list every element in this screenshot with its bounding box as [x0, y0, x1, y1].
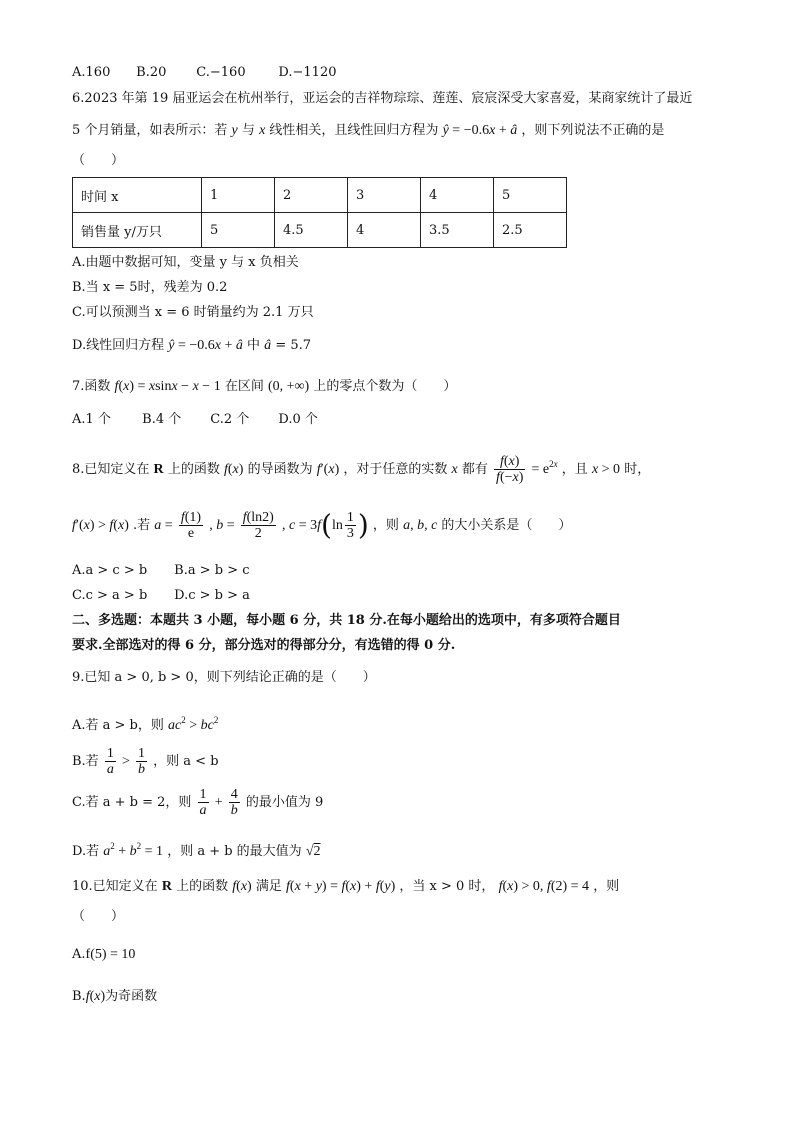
table-cell: 5	[494, 178, 567, 213]
q8-options-row2	[72, 587, 250, 605]
q6-stem-text: 线性相关，且线性回归方程为	[269, 123, 439, 138]
q5-option-a: A.160	[72, 65, 111, 80]
fraction: $\frac{f(1)}{e}$	[180, 510, 202, 541]
table-cell: 1	[202, 178, 275, 213]
q9-option-b-text: B.若	[72, 754, 99, 769]
table-cell: 4.5	[275, 213, 348, 248]
q6-option-a: A.由题中数据可知，变量 y 与 x 负相关	[72, 255, 299, 270]
q5-options	[72, 64, 337, 82]
q8-stem-text: .若	[133, 518, 151, 533]
sales-table	[72, 177, 567, 248]
q9-option-c-text: C.若 a + b = 2，则	[72, 795, 192, 810]
q6-option-d-value: = 5.7	[275, 338, 312, 353]
q6-stem-text: ，则下列说法不正确的是	[521, 123, 665, 138]
table-cell: 4	[421, 178, 494, 213]
q7-option-c: C.2 个	[210, 412, 250, 427]
q6-stem-text: 与	[241, 123, 255, 138]
q7-stem-text: 上的零点个数为（ ）	[313, 379, 457, 394]
q10-option-a-label: A.	[72, 947, 86, 962]
q8-option-c: C.c > a > b	[72, 588, 148, 603]
q9-option-c: C.若 a + b = 2，则 $\frac{1}{a}$ + $\frac{4}{b}$ 的最小值为 9	[72, 787, 324, 818]
q10-stem-text: 10.已知定义在	[72, 879, 158, 894]
q9-option-d-text: D.若	[72, 844, 100, 859]
q8-options-row1	[72, 562, 250, 580]
q10-stem-text: ，当 x > 0 时，	[399, 879, 495, 894]
q5-option-d: D.−1120	[278, 65, 337, 80]
q8-stem-text: 的大小关系是（ ）	[441, 518, 572, 533]
q9-option-c-text: 的最小值为 9	[245, 795, 324, 810]
q8-stem-text: 8.已知定义在	[72, 462, 150, 477]
real-set-symbol: R	[161, 879, 172, 894]
q8-stem-text: 都有	[461, 462, 488, 477]
fraction: $\frac{f(x)}{f(-x)}$	[496, 454, 524, 485]
table-cell: 2	[275, 178, 348, 213]
q9-option-b: B.若 $\frac{1}{a}$ > $\frac{1}{b}$ ，则 a < b	[72, 746, 219, 777]
fraction: $\frac{4}{b}$	[230, 787, 238, 818]
table-row	[73, 213, 567, 248]
q9-option-d: D.若 $a^2 + b^2 = 1$ ，则 a + b 的最大值为 √2	[72, 841, 321, 859]
table-cell: 5	[202, 213, 275, 248]
q6-option-b: B.当 x = 5时，残差为 0.2	[72, 280, 228, 295]
q10-option-b-label: B.	[72, 989, 86, 1004]
q9-option-a: A.若 a > b，则 $ac^2 > bc^2$	[72, 715, 219, 733]
q5-option-b: B.20	[136, 65, 167, 80]
q8-stem-text: 时，	[624, 462, 651, 477]
q7-option-a: A.1 个	[72, 412, 111, 427]
q6-option-d-text: D.线性回归方程	[72, 338, 165, 353]
fraction: $\frac{1}{a}$	[106, 746, 114, 777]
fraction: $\frac{f(\ln 2)}{2}$	[242, 510, 274, 541]
q10-stem-text: 满足	[255, 879, 282, 894]
q9-option-b-text: ，则 a < b	[153, 754, 219, 769]
section-heading-line1: 二、多选题：本题共 3 小题，每小题 6 分，共 18 分.在每小题给出的选项中，有多项符合题目	[72, 613, 621, 628]
q8-stem-text: 上的函数	[167, 462, 220, 477]
q7-options	[72, 411, 318, 429]
q8-stem-line2: f′(x) > f(x) .若 a = $\frac{f(1)}{e}$ , b = $\frac{f(\ln 2)}{2}$ , c = 3f(ln $\frac{1}{3}$ ) ，则 a, b, c 的大小关系是（ ）	[72, 508, 572, 542]
table-cell: 4	[348, 213, 421, 248]
q5-option-c: C.−160	[196, 65, 246, 80]
table-cell: 销售量 y/万只	[73, 213, 202, 248]
q8-stem-text: ，且	[561, 462, 588, 477]
q9-option-d-text: ，则 a + b 的最大值为	[167, 844, 302, 859]
q6-stem-text: 5 个月销量，如表所示：若	[72, 123, 228, 138]
q8-stem-text: 的导函数为	[247, 462, 313, 477]
regression-equation: ŷ = −0.6x + â	[442, 123, 518, 138]
q8-stem-text: ，对于任意的实数	[343, 462, 448, 477]
q10-stem: 10.已知定义在 R 上的函数 f(x) 满足 f(x + y) = f(x) + f(y) ，当 x > 0 时， f(x) > 0, f(2) = 4 ，则	[72, 879, 620, 894]
table-cell: 时间 x	[73, 178, 202, 213]
q8-option-a: A.a > c > b	[72, 563, 148, 578]
q6-option-c: C.可以预测当 x = 6 时销量约为 2.1 万只	[72, 305, 314, 320]
q6-option-d: D.线性回归方程 ŷ = −0.6x + â 中 â = 5.7	[72, 338, 312, 353]
q10-option-b: B.f(x)为奇函数	[72, 989, 158, 1004]
q10-option-a	[72, 946, 135, 964]
q10-option-a-equation: f(5) = 10	[85, 947, 136, 962]
q7-stem: 7.函数 f(x) = xsinx − x − 1 在区间 (0, +∞) 上的零点个数为（ ）	[72, 379, 457, 394]
q8-option-b: B.a > b > c	[174, 563, 250, 578]
q7-stem-text: 7.函数	[72, 379, 111, 394]
q10-stem-text: ，则	[593, 879, 620, 894]
q9-stem: 9.已知 a > 0, b > 0，则下列结论正确的是（ ）	[72, 670, 376, 685]
q9-option-a-text: A.若 a > b，则	[72, 718, 164, 733]
fraction: $\frac{1}{a}$	[199, 787, 207, 818]
q10-answer-paren: （ ）	[72, 909, 125, 924]
table-row	[73, 178, 567, 213]
q6-stem-line2: 5 个月销量，如表所示：若 y 与 x 线性相关，且线性回归方程为 ŷ = −0.6x + â ，则下列说法不正确的是	[72, 123, 665, 138]
table-cell: 3.5	[421, 213, 494, 248]
q7-option-b: B.4 个	[142, 412, 182, 427]
q10-option-b-text: 为奇函数	[105, 989, 158, 1004]
q8-stem-text: ，则	[372, 518, 399, 533]
q10-stem-text: 上的函数	[176, 879, 229, 894]
q8-stem-line1: 8.已知定义在 R 上的函数 f(x) 的导函数为 f′(x) ，对于任意的实数 x 都有 $\frac{f(x)}{f(-x)}$ = $e^{2x}$ ，且 x > 0 时，	[72, 454, 651, 485]
table-cell: 2.5	[494, 213, 567, 248]
section-heading-line2: 要求.全部选对的得 6 分，部分选对的得部分分，有选错的得 0 分.	[72, 638, 456, 653]
q7-option-d: D.0 个	[278, 412, 318, 427]
q6-stem-line1: 6.2023 年第 19 届亚运会在杭州举行，亚运会的吉祥物琮琮、莲莲、宸宸深受大家喜爱，某商家统计了最近	[72, 91, 693, 106]
fraction: $\frac{1}{b}$	[138, 746, 146, 777]
fraction: $\frac{1}{3}$	[346, 510, 354, 541]
q6-option-d-text: 中	[247, 338, 261, 353]
q7-stem-text: 在区间	[224, 379, 264, 394]
table-cell: 3	[348, 178, 421, 213]
real-set-symbol: R	[153, 462, 164, 477]
q8-option-d: D.c > b > a	[174, 588, 250, 603]
q6-answer-paren: （ ）	[72, 153, 125, 168]
